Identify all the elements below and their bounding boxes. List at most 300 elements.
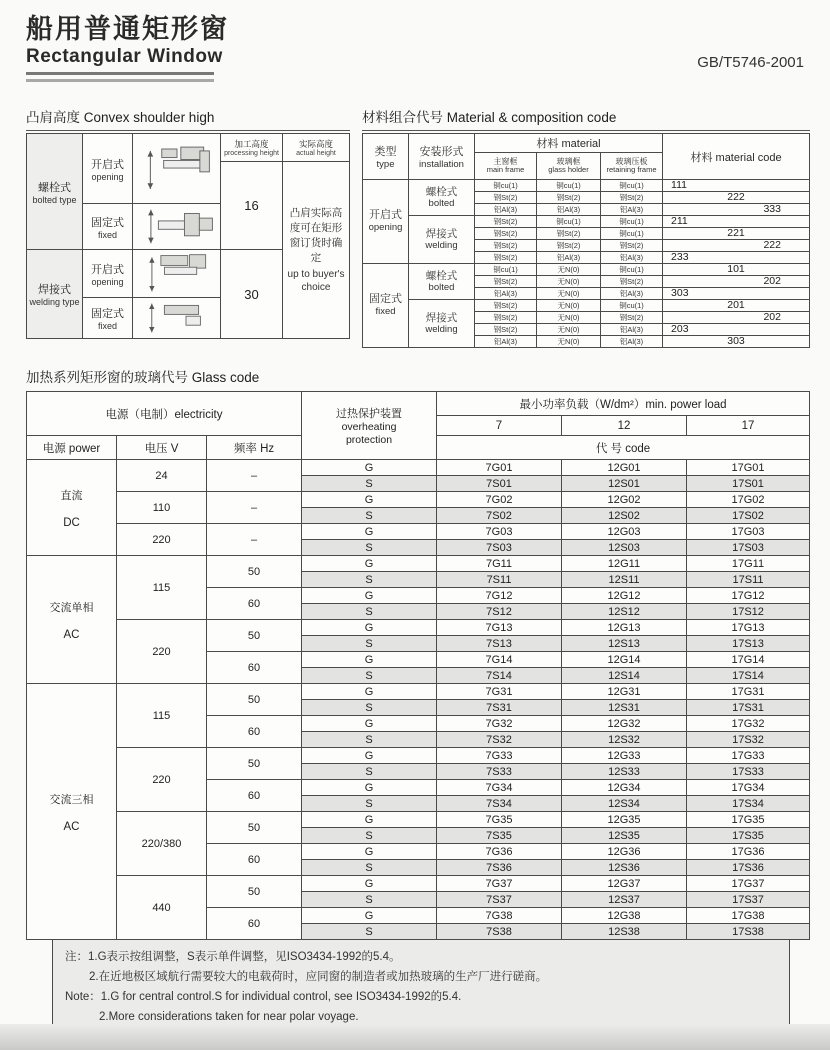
glass-code-cell: 12S31 [562,700,687,716]
convex-shoulder-table [26,133,350,339]
install-zh: 螺栓式 [425,269,458,282]
glass-protection-cell: S [302,476,437,492]
material-value-cell: 铜cu(1) [601,264,663,276]
glass-freq-cell: 50 [207,812,302,844]
glass-voltage-cell: 220/380 [117,812,207,876]
title-double-rule [26,72,214,82]
glass-code-cell: 7G12 [437,588,562,604]
material-value-cell: 钢St(2) [475,228,537,240]
glass-header-freq: 频率 Hz [207,436,302,460]
material-value-cell: 钢St(2) [601,192,663,204]
material-code-value: 202 [663,276,810,288]
glass-protection-cell: G [302,652,437,668]
glass-code-cell: 7G14 [437,652,562,668]
processing-height-30 [221,250,283,338]
glass-protection-cell: S [302,636,437,652]
glass-code-section [26,366,810,1038]
material-value-cell: 铝Al(3) [475,204,537,216]
glass-freq-cell: – [207,460,302,492]
glass-code-cell: 7G34 [437,780,562,796]
type-zh: 开启式 [369,209,402,222]
install-en: welding [425,240,458,252]
glass-code-cell: 17S14 [687,668,810,684]
glass-code-cell: 12S14 [562,668,687,684]
material-value-cell: 铜cu(1) [537,180,601,192]
type-en: opening [368,222,403,234]
glass-code-cell: 17G11 [687,556,810,572]
header-code: 材料 material code [690,151,782,164]
glass-code-cell: 7S02 [437,508,562,524]
material-value-cell: 无N(0) [537,336,601,348]
glass-freq-cell: – [207,524,302,556]
page-edge-shadow [0,1024,830,1050]
glass-code-cell: 17S03 [687,540,810,556]
actual-height-en: actual height [296,150,336,158]
material-row [363,264,810,276]
material-code-value: 203 [663,324,810,336]
material-value-cell: 无N(0) [537,312,601,324]
glass-code-cell: 17G03 [687,524,810,540]
glass-freq-cell: 50 [207,748,302,780]
glass-code-cell: 17S32 [687,732,810,748]
convex-section-title: 凸肩高度 Convex shoulder high [26,106,350,131]
material-value-cell: 铝Al(3) [601,252,663,264]
glass-protection-cell: S [302,860,437,876]
glass-code-cell: 12G38 [562,908,687,924]
bolted-fixed-cell [83,204,133,250]
glass-code-cell: 7G13 [437,620,562,636]
glass-code-cell: 17S33 [687,764,810,780]
glass-code-cell: 7G35 [437,812,562,828]
glass-protection-cell: S [302,700,437,716]
glass-header-power-load: 最小功率负载（W/dm²）min. power load [437,392,810,416]
processing-height-zh: 加工高度 [234,139,269,150]
mode-label: 开启式 [91,263,124,276]
processing-height-en: processing height [224,150,279,158]
power-load-7: 7 [437,416,562,436]
diagram-cell-3 [133,250,221,298]
material-header-code [663,134,810,180]
glass-code-cell: 7G33 [437,748,562,764]
material-value-cell: 铝Al(3) [475,288,537,300]
glass-protection-cell: S [302,892,437,908]
glass-code-cell: 7S32 [437,732,562,748]
height-value: 16 [244,198,259,214]
glass-code-cell: 7G01 [437,460,562,476]
glass-protection-cell: S [302,764,437,780]
glass-header-voltage: 电压 V [117,436,207,460]
material-value-cell: 铜cu(1) [601,216,663,228]
install-zh: 螺栓式 [425,185,458,198]
glass-code-cell: 7G03 [437,524,562,540]
glass-code-cell: 7G38 [437,908,562,924]
glass-protection-cell: G [302,716,437,732]
glass-protection-cell: G [302,460,437,476]
glass-protection-cell: G [302,492,437,508]
glass-row [27,620,810,636]
glass-protection-cell: S [302,572,437,588]
protection-en: overheating protection [341,421,397,446]
glass-code-cell: 12G03 [562,524,687,540]
material-code-value: 222 [663,192,810,204]
glass-protection-cell: G [302,844,437,860]
glass-code-cell: 12G35 [562,812,687,828]
glass-freq-cell: 50 [207,876,302,908]
glass-row [27,492,810,508]
glass-code-cell: 12S37 [562,892,687,908]
cross-section-diagram-welding-fixed [137,300,217,336]
material-install-cell [409,264,475,300]
bolted-type-zh: 螺栓式 [38,181,71,194]
material-install-cell [409,180,475,216]
glass-code-cell: 17G38 [687,908,810,924]
material-value-cell: 钢St(2) [601,276,663,288]
glass-row [27,684,810,700]
material-code-value: 221 [663,228,810,240]
glass-header-electricity: 电源（电制）electricity [27,392,302,436]
glass-code-cell: 12G13 [562,620,687,636]
material-value-cell: 无N(0) [537,264,601,276]
glass-code-cell: 7S14 [437,668,562,684]
welding-opening-cell [83,250,133,298]
glass-code-cell: 17G02 [687,492,810,508]
glass-code-cell: 12S38 [562,924,687,940]
glass-code-cell: 12S12 [562,604,687,620]
material-value-cell: 铜cu(1) [537,216,601,228]
material-row [363,300,810,312]
header-main-en: main frame [486,165,525,175]
mode-label-en: opening [91,276,124,287]
material-code-value: 111 [663,180,810,192]
glass-protection-cell: G [302,780,437,796]
glass-row [27,748,810,764]
material-header-main-frame [475,153,537,180]
page-title-chinese: 船用普通矩形窗 [26,14,229,44]
protection-zh: 过热保护装置 [336,408,402,421]
glass-code-cell: 17G35 [687,812,810,828]
glass-code-cell: 12G33 [562,748,687,764]
power-load-12: 12 [562,416,687,436]
glass-code-cell: 17S34 [687,796,810,812]
glass-code-table [26,391,810,940]
material-value-cell: 铜cu(1) [601,180,663,192]
glass-code-cell: 12G37 [562,876,687,892]
glass-protection-cell: S [302,732,437,748]
page-title-english: Rectangular Window [26,46,223,68]
glass-voltage-cell: 110 [117,492,207,524]
glass-protection-cell: G [302,556,437,572]
header-type-zh: 类型 [374,146,397,159]
glass-protection-cell: S [302,924,437,940]
glass-code-cell: 12S34 [562,796,687,812]
glass-freq-cell: 60 [207,844,302,876]
processing-height-header [221,134,283,162]
header-retain-zh: 玻璃压板 [615,157,648,167]
glass-code-cell: 7S38 [437,924,562,940]
glass-code-cell: 7S03 [437,540,562,556]
glass-protection-cell: G [302,908,437,924]
glass-code-cell: 12G14 [562,652,687,668]
glass-code-cell: 17S01 [687,476,810,492]
glass-code-cell: 12S32 [562,732,687,748]
material-code-table [362,133,810,348]
glass-protection-cell: G [302,876,437,892]
glass-protection-cell: G [302,524,437,540]
material-value-cell: 无N(0) [537,288,601,300]
mode-label-en: fixed [97,321,117,332]
welding-fixed-cell [83,298,133,338]
power-en: AC [63,628,80,641]
glass-code-cell: 12S03 [562,540,687,556]
glass-code-cell: 12S02 [562,508,687,524]
header-holder-zh: 玻璃框 [556,157,581,167]
glass-freq-cell: 60 [207,908,302,940]
material-value-cell: 钢St(2) [601,240,663,252]
note-box [52,940,790,1038]
install-en: welding [425,324,458,336]
material-code-value: 222 [663,240,810,252]
power-en: AC [63,820,80,833]
install-en: bolted [428,282,455,294]
glass-protection-cell: G [302,684,437,700]
glass-row [27,812,810,828]
material-value-cell: 铜cu(1) [475,264,537,276]
glass-protection-cell: G [302,748,437,764]
actual-height-header [283,134,349,162]
glass-section-title: 加热系列矩形窗的玻璃代号 Glass code [26,370,260,386]
material-value-cell: 钢St(2) [475,252,537,264]
bolted-opening-cell [83,134,133,204]
material-type-cell [363,264,409,348]
glass-code-cell: 17G13 [687,620,810,636]
glass-code-cell: 12S13 [562,636,687,652]
note-en-2: 2.More considerations taken for near polar voyage. [99,1011,359,1024]
glass-code-cell: 12G36 [562,844,687,860]
glass-code-cell: 7S35 [437,828,562,844]
glass-row [27,556,810,572]
material-header-installation [409,134,475,180]
glass-header-code: 代 号 code [437,436,810,460]
material-install-cell [409,300,475,348]
material-value-cell: 铜cu(1) [601,300,663,312]
glass-protection-cell: S [302,540,437,556]
cross-section-diagram-welding-opening [137,252,217,295]
glass-freq-cell: 50 [207,684,302,716]
material-value-cell: 无N(0) [537,300,601,312]
material-code-section [362,106,810,348]
glass-code-cell: 12G32 [562,716,687,732]
material-value-cell: 无N(0) [537,276,601,288]
material-code-value: 333 [663,204,810,216]
glass-code-cell: 7S12 [437,604,562,620]
standard-number: GB/T5746-2001 [697,54,804,71]
note-zh-1: 注：1.G表示按组调整，S表示单件调整，见ISO3434-1992的5.4。 [65,951,401,964]
glass-row [27,460,810,476]
glass-freq-cell: 60 [207,780,302,812]
note-zh-2: 2.在近地极区域航行需要较大的电载荷时，应同窗的制造者或加热玻璃的生产厂进行磋商。 [89,971,548,984]
material-value-cell: 钢St(2) [475,276,537,288]
material-row [363,216,810,228]
glass-code-cell: 7S37 [437,892,562,908]
install-en: bolted [428,198,455,210]
glass-code-cell: 17S35 [687,828,810,844]
material-value-cell: 钢St(2) [475,300,537,312]
mode-label-en: opening [91,171,124,182]
glass-code-cell: 12G11 [562,556,687,572]
material-value-cell: 钢St(2) [537,192,601,204]
install-zh: 焊接式 [425,227,458,240]
glass-voltage-cell: 440 [117,876,207,940]
glass-code-cell: 17G34 [687,780,810,796]
material-value-cell: 钢St(2) [475,312,537,324]
height-value: 30 [244,286,259,302]
bolted-type-cell [27,134,83,250]
header-main-zh: 主窗框 [493,157,518,167]
welding-type-en: welding type [29,297,80,308]
welding-type-zh: 焊接式 [38,284,71,297]
glass-code-cell: 7G31 [437,684,562,700]
glass-protection-cell: S [302,604,437,620]
glass-voltage-cell: 220 [117,524,207,556]
header-type-en: type [376,159,395,171]
glass-code-cell: 7S13 [437,636,562,652]
glass-voltage-cell: 220 [117,620,207,684]
glass-freq-cell: 60 [207,716,302,748]
glass-code-cell: 7G37 [437,876,562,892]
actual-height-note-zh: 凸肩实际高度可在矩形窗订货时确定 [289,206,343,265]
material-value-cell: 铝Al(3) [537,252,601,264]
material-header-material [475,134,663,153]
note-en-1: Note：1.G for central control.S for individual control, see ISO3434-1992的5.4. [65,991,462,1004]
type-en: fixed [375,306,396,318]
install-zh: 焊接式 [425,311,458,324]
header-retain-en: retaining frame [606,165,657,175]
material-value-cell: 钢St(2) [475,324,537,336]
glass-code-cell: 12G02 [562,492,687,508]
glass-freq-cell: – [207,492,302,524]
glass-code-cell: 12G01 [562,460,687,476]
glass-freq-cell: 50 [207,556,302,588]
glass-protection-cell: G [302,812,437,828]
cross-section-diagram-bolted-opening [137,143,217,195]
material-value-cell: 铝Al(3) [601,324,663,336]
actual-height-note [283,162,349,338]
welding-type-cell [27,250,83,338]
mode-label: 开启式 [91,158,124,171]
glass-code-cell: 7G02 [437,492,562,508]
material-value-cell: 铝Al(3) [475,336,537,348]
diagram-cell-2 [133,204,221,250]
material-section-title: 材料组合代号 Material & composition code [362,106,810,131]
material-value-cell: 钢St(2) [537,228,601,240]
glass-code-cell: 12S36 [562,860,687,876]
glass-code-cell: 17S37 [687,892,810,908]
glass-code-cell: 17S11 [687,572,810,588]
glass-protection-cell: G [302,588,437,604]
header-holder-en: glass holder [548,165,589,175]
glass-code-cell: 17S02 [687,508,810,524]
glass-code-cell: 7G11 [437,556,562,572]
header-material: 材料 material [536,138,601,151]
type-zh: 固定式 [369,293,402,306]
glass-code-cell: 17G14 [687,652,810,668]
convex-shoulder-section [26,106,350,339]
glass-code-cell: 7S36 [437,860,562,876]
mode-label: 固定式 [91,216,124,229]
glass-code-cell: 17G32 [687,716,810,732]
material-code-value: 233 [663,252,810,264]
mode-label-en: fixed [97,229,117,240]
material-value-cell: 钢St(2) [475,216,537,228]
glass-voltage-cell: 220 [117,748,207,812]
glass-freq-cell: 60 [207,588,302,620]
page-header [0,0,830,82]
glass-code-cell: 12S33 [562,764,687,780]
glass-code-cell: 17G01 [687,460,810,476]
glass-code-cell: 17S31 [687,700,810,716]
material-code-value: 201 [663,300,810,312]
glass-row [27,524,810,540]
material-row [363,180,810,192]
material-value-cell: 铝Al(3) [601,204,663,216]
bolted-type-en: bolted type [32,194,77,205]
glass-code-cell: 7S01 [437,476,562,492]
actual-height-note-en: up to buyer's choice [287,269,345,294]
glass-code-cell: 7G36 [437,844,562,860]
glass-protection-cell: G [302,620,437,636]
material-value-cell: 钢St(2) [475,192,537,204]
glass-voltage-cell: 24 [117,460,207,492]
glass-voltage-cell: 115 [117,684,207,748]
material-value-cell: 无N(0) [537,324,601,336]
glass-protection-cell: S [302,828,437,844]
material-value-cell: 铜cu(1) [475,180,537,192]
material-value-cell: 钢St(2) [601,312,663,324]
mode-label: 固定式 [91,308,124,321]
diagram-cell-1 [133,134,221,204]
glass-code-cell: 7S34 [437,796,562,812]
glass-code-cell: 7S11 [437,572,562,588]
glass-header-power: 电源 power [27,436,117,460]
glass-protection-cell: S [302,508,437,524]
material-value-cell: 铜cu(1) [601,228,663,240]
glass-code-cell: 7S33 [437,764,562,780]
glass-protection-cell: S [302,668,437,684]
cross-section-diagram-bolted-fixed [137,206,217,247]
glass-power-cell [27,556,117,684]
power-load-17: 17 [687,416,810,436]
glass-voltage-cell: 115 [117,556,207,620]
material-code-value: 211 [663,216,810,228]
glass-header-protection [302,392,437,460]
material-code-value: 101 [663,264,810,276]
glass-code-cell: 12G34 [562,780,687,796]
material-install-cell [409,216,475,264]
glass-code-cell: 12G12 [562,588,687,604]
power-en: DC [63,516,80,529]
power-zh: 交流单相 [49,601,94,614]
glass-code-cell: 7S31 [437,700,562,716]
glass-code-cell: 17G36 [687,844,810,860]
glass-code-cell: 17S13 [687,636,810,652]
power-zh: 直流 [60,489,83,502]
glass-power-cell [27,460,117,556]
actual-height-zh: 实际高度 [298,139,333,150]
header-install-zh: 安装形式 [419,146,464,159]
glass-code-cell: 17G12 [687,588,810,604]
diagram-cell-4 [133,298,221,338]
material-value-cell: 铝Al(3) [601,336,663,348]
